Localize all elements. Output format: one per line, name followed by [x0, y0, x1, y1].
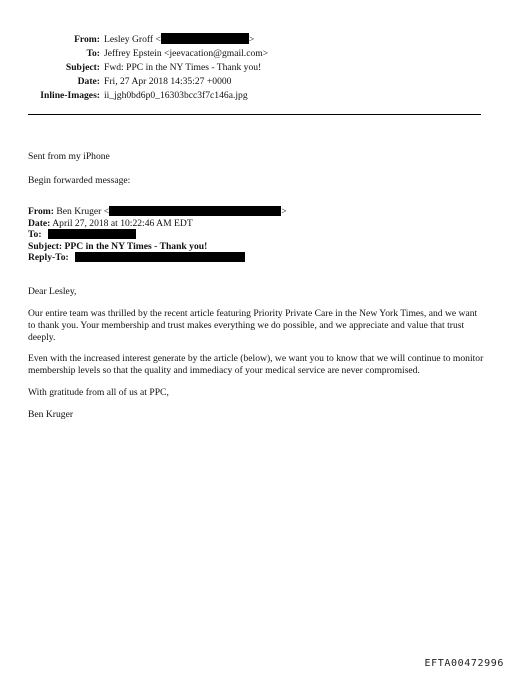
header-subject-value: Fwd: PPC in the NY Times - Thank you!	[104, 62, 262, 73]
header-to-label: To:	[86, 48, 100, 59]
signature: Ben Kruger	[28, 409, 74, 420]
begin-forwarded-line: Begin forwarded message:	[28, 175, 131, 186]
email-header	[0, 33, 512, 103]
header-divider	[28, 114, 481, 115]
header-from-row	[0, 33, 512, 47]
forwarded-reply-to-label: Reply-To:	[28, 252, 69, 263]
forwarded-subject-value: PPC in the NY Times - Thank you!	[64, 240, 208, 252]
forwarded-from-name: Ben Kruger <	[56, 206, 110, 217]
forwarded-from-row	[28, 206, 488, 218]
forwarded-from-label: From:	[28, 206, 54, 217]
header-subject-row	[0, 61, 512, 75]
closing-line: With gratitude from all of us at PPC,	[28, 387, 169, 398]
header-inline-images-row	[0, 89, 512, 103]
redaction-box	[48, 229, 136, 239]
header-inline-images-label: Inline-Images:	[40, 90, 100, 101]
header-date-value: Fri, 27 Apr 2018 14:35:27 +0000	[104, 76, 232, 87]
forwarded-date-value: April 27, 2018 at 10:22:46 AM EDT	[52, 217, 193, 229]
redaction-box	[109, 206, 281, 216]
header-from-label: From:	[74, 34, 100, 45]
forwarded-to-row	[28, 229, 488, 241]
forwarded-subject-row	[28, 241, 488, 253]
redaction-box	[161, 33, 249, 44]
forwarded-header	[28, 206, 488, 264]
header-inline-images-value: ii_jgh0bd6p0_16303bcc3f7c146a.jpg	[104, 90, 248, 101]
header-to-value: Jeffrey Epstein <jeevacation@gmail.com>	[104, 48, 269, 59]
message-paragraph-1: Our entire team was thrilled by the recent article featuring Priority Private Care in the New York Times, and we want to thank you. Your membership and trust makes everything we do possible, and we appreciate and value that trust deeply.	[28, 308, 478, 343]
message-paragraph-2: Even with the increased interest generate by the article (below), we want you to know that we will continue to monitor membership levels so that the quality and immediacy of your medical service are never compromised.	[28, 353, 484, 376]
forwarded-subject-label: Subject:	[28, 240, 63, 252]
bates-number: EFTA00472996	[424, 658, 504, 669]
header-from-value	[104, 33, 254, 47]
header-date-row	[0, 75, 512, 89]
greeting: Dear Lesley,	[28, 286, 77, 297]
forwarded-date-row	[28, 218, 488, 230]
forwarded-date-label: Date:	[28, 217, 51, 229]
forwarded-to-label: To:	[28, 229, 42, 240]
header-from-suffix: >	[248, 34, 255, 45]
header-subject-label: Subject:	[65, 62, 100, 73]
forwarded-from-suffix: >	[281, 206, 287, 217]
sent-from-line: Sent from my iPhone	[28, 151, 110, 162]
header-from-name: Lesley Groff <	[104, 34, 161, 45]
forwarded-reply-to-row	[28, 252, 488, 264]
redaction-box	[75, 252, 245, 262]
header-to-row	[0, 47, 512, 61]
header-date-label: Date:	[77, 76, 100, 87]
